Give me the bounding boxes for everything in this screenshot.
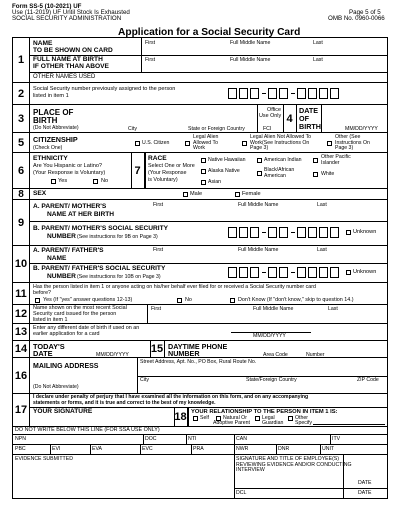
recent-card-name-field[interactable] <box>149 312 387 323</box>
fci-caption: FCI <box>263 126 272 132</box>
todays-date-format: MM/DD/YYYY <box>96 352 129 358</box>
office-use-header <box>13 427 387 435</box>
ethnicity-label: ETHNICITY <box>33 155 68 162</box>
office-eva: EVA <box>92 446 102 452</box>
prior-filing-question-2: before? <box>33 290 51 296</box>
zip-caption: ZIP Code <box>357 377 379 383</box>
first-name-caption-birth: First <box>145 57 156 63</box>
other-citizenship-checkbox[interactable] <box>327 141 332 146</box>
mailing-address-label: MAILING ADDRESS <box>33 363 99 370</box>
native-hawaiian-label: Native Hawaiian <box>208 157 246 163</box>
legal-alien-no-work-checkbox[interactable] <box>242 141 247 146</box>
race-label: RACE <box>148 155 167 162</box>
item-1-name <box>13 38 387 83</box>
prior-filing-dont-know-checkbox[interactable] <box>230 298 235 303</box>
todays-date-label: TODAY'S <box>33 342 65 351</box>
item-16-mailing-address <box>13 358 387 394</box>
office-nwr: NWR <box>236 446 249 452</box>
form-header <box>0 0 400 36</box>
dob-label-birth: BIRTH <box>299 122 321 131</box>
father-ssn-note: (See instructions for 10B on Page 3) <box>77 274 161 280</box>
office-nti: NTI <box>188 436 197 442</box>
omb-number: OMB No. 0960-0066 <box>328 15 385 22</box>
middle-name-caption-birth: Full Middle Name <box>230 57 271 63</box>
item-number: 18 <box>174 407 188 426</box>
phone-number-caption: Number <box>306 352 325 358</box>
office-evc: EVC <box>142 446 153 452</box>
office-employee-signature: SIGNATURE AND TITLE OF EMPLOYEE(S) <box>236 456 339 462</box>
prior-filing-no-label: No <box>185 297 192 303</box>
item-number: 7 <box>131 153 145 188</box>
area-code-caption: Area Code <box>263 352 288 358</box>
prev-ssn-label-sub: listed in item 1 <box>33 93 69 99</box>
city-caption: City <box>128 126 137 132</box>
item-number: 6 <box>13 153 30 188</box>
mother-ssn-unknown-label: Unknown <box>353 229 377 235</box>
mail-state-caption: State/Foreign Country <box>246 377 297 383</box>
prior-filing-dont-know-label: Don't Know (If "don't know," skip to question 14.) <box>238 297 354 303</box>
office-date-1: DATE <box>358 480 372 486</box>
office-can: CAN <box>236 436 247 442</box>
different-dob-field[interactable] <box>231 326 311 333</box>
recent-card-name-label-3: listed in item 1 <box>33 317 68 323</box>
hispanic-yes-label: Yes <box>58 178 68 184</box>
us-citizen-label: U.S. Citizen <box>142 140 170 146</box>
page-title: Application for a Social Security Card <box>118 27 301 38</box>
male-checkbox[interactable] <box>183 192 188 197</box>
father-middle-caption: Full Middle Name <box>238 247 279 253</box>
page-number: Page 5 of 5 <box>349 9 381 16</box>
hispanic-yes-checkbox[interactable] <box>51 179 56 184</box>
item-number: 1 <box>13 38 30 82</box>
other-names-field[interactable] <box>88 73 387 82</box>
state-caption: State or Foreign Country <box>188 126 245 132</box>
us-citizen-checkbox[interactable] <box>135 141 140 146</box>
white-label: White <box>321 171 335 177</box>
asian-label: Asian <box>208 179 221 185</box>
race-select-note: Select One or More <box>148 163 195 169</box>
item-number: 14 <box>13 341 30 357</box>
other-relationship-field[interactable] <box>313 419 385 425</box>
parent-label-2: Adoptive Parent <box>213 420 250 426</box>
item-14-15-date-phone <box>13 341 387 358</box>
self-label: Self <box>200 415 209 421</box>
middle-name-caption: Full Middle Name <box>230 40 271 46</box>
item-number: 4 <box>283 105 297 132</box>
other-relationship-label-2: Specify <box>295 420 313 426</box>
item-2-previous-ssn <box>13 83 387 105</box>
item-number: 9 <box>13 200 30 245</box>
item-17-18-signature <box>13 394 387 427</box>
declaration-text-2: statements or forms, and it is true and correct to the best of my knowledge. <box>33 400 216 406</box>
office-npn: NPN <box>15 436 26 442</box>
father-name-field[interactable] <box>151 252 387 262</box>
different-dob-label-2: earlier application for a card <box>33 331 100 337</box>
item-3-4-birth <box>13 105 387 133</box>
recent-middle-caption: Full Middle Name <box>253 306 294 312</box>
prev-ssn-label: Social Security number previously assigned to the person <box>33 86 176 92</box>
office-dcl: DCL <box>236 490 247 496</box>
race-voluntary-note-2: is Voluntary) <box>148 177 178 183</box>
legal-guardian-label-2: Guardian <box>262 420 284 426</box>
recent-card-name-label: Name shown on the most recent Social <box>33 305 127 311</box>
birthplace-field[interactable] <box>91 108 256 124</box>
legal-alien-work-label: Legal Alien <box>193 134 219 140</box>
item-10-father <box>13 246 387 283</box>
item-number: 16 <box>13 358 30 393</box>
legal-alien-no-work-label-2: Work(See Instructions On <box>250 139 310 146</box>
legal-guardian-label: Legal <box>262 415 275 421</box>
birth-name-field[interactable] <box>143 61 387 71</box>
first-name-caption: First <box>145 40 156 46</box>
place-of-birth-label-sub: BIRTH <box>33 116 58 125</box>
item-6-7-ethnicity-race <box>13 153 387 189</box>
father-ssn-label-sub: NUMBER <box>47 273 76 280</box>
father-first-caption: First <box>153 247 164 253</box>
office-evidence-submitted: EVIDENCE SUBMITTED <box>15 456 73 462</box>
office-use-label: Office <box>267 107 281 113</box>
different-dob-label: Enter any different date of birth if used on an <box>33 325 140 331</box>
alaska-native-label: Alaska Native <box>208 168 240 174</box>
street-address-field[interactable] <box>139 365 387 376</box>
office-date-2: DATE <box>358 490 372 496</box>
voluntary-note: (Your Response is Voluntary) <box>33 170 106 176</box>
todays-date-field[interactable] <box>73 343 148 351</box>
different-dob-format: MM/DD/YYYY <box>253 333 286 339</box>
item-8-sex <box>13 189 387 200</box>
prior-filing-question: Has the person listed in item 1 or anyone acting on his/her behalf ever filed for or received a Social Security number card <box>33 284 316 290</box>
hispanic-no-label: No <box>101 178 109 184</box>
other-relationship-label: Other <box>295 415 308 421</box>
black-african-label: Black/African <box>264 167 295 173</box>
father-name-label-sub: NAME <box>47 255 67 262</box>
hispanic-question: Are You Hispanic or Latino? <box>33 163 103 169</box>
phone-label: DAYTIME PHONE <box>168 342 228 351</box>
father-ssn-unknown-checkbox[interactable] <box>346 270 351 275</box>
office-evi: EVI <box>52 446 61 452</box>
female-label: Female <box>242 190 261 197</box>
place-of-birth-label: PLACE OF <box>33 108 74 117</box>
mother-middle-caption: Full Middle Name <box>238 202 279 208</box>
mother-name-label: A. PARENT/ MOTHER'S <box>33 203 107 210</box>
parent-label: Natural Or <box>223 415 247 421</box>
legal-guardian-checkbox[interactable] <box>255 416 260 421</box>
birth-name-label-sub: IF OTHER THAN ABOVE <box>33 63 109 70</box>
race-voluntary-note: (Your Response <box>148 170 187 176</box>
father-ssn-label: B. PARENT/ FATHER'S SOCIAL SECURITY <box>33 265 166 272</box>
name-label: NAME <box>33 40 53 47</box>
dob-label: DATE <box>299 106 319 115</box>
recent-last-caption: Last <box>328 306 338 312</box>
mother-ssn-unknown-checkbox[interactable] <box>346 230 351 235</box>
office-doc: DOC <box>145 436 157 442</box>
item-number: 12 <box>13 305 30 323</box>
dob-format-caption: MM/DD/YYYY <box>345 126 378 132</box>
office-itv: ITV <box>332 436 341 442</box>
white-checkbox[interactable] <box>313 172 318 177</box>
item-number: 13 <box>13 324 30 340</box>
relationship-label: YOUR RELATIONSHIP TO THE PERSON IN ITEM 1 IS: <box>191 409 338 415</box>
check-one-note: (Check One) <box>33 145 63 151</box>
office-pbc: PBC <box>15 446 26 452</box>
item-number: 8 <box>13 189 30 199</box>
phone-field[interactable] <box>261 343 387 351</box>
office-use-heading: DO NOT WRITE BELOW THIS LINE (FOR SSA USE ONLY) <box>15 427 160 433</box>
birth-name-label: FULL NAME AT BIRTH <box>33 56 103 63</box>
last-name-caption: Last <box>313 40 323 46</box>
father-name-label: A. PARENT/ FATHER'S <box>33 247 104 254</box>
last-name-caption-birth: Last <box>313 57 323 63</box>
legal-alien-no-work-label: Legal Alien Not Allowed To <box>250 134 312 140</box>
mother-name-label-sub: NAME AT HER BIRTH <box>47 211 115 218</box>
item-number: 2 <box>13 83 30 104</box>
hispanic-no-checkbox[interactable] <box>93 179 98 184</box>
office-employee-signature-3: INTERVIEW <box>236 467 265 473</box>
american-indian-checkbox[interactable] <box>257 158 262 163</box>
prior-filing-yes-checkbox[interactable] <box>35 298 40 303</box>
self-checkbox[interactable] <box>193 416 198 421</box>
mother-ssn-label: B. PARENT/ MOTHER'S SOCIAL SECURITY <box>33 225 169 232</box>
recent-card-name-label-2: Security card issued for the person <box>33 311 117 317</box>
name-field[interactable] <box>143 44 387 54</box>
form-id: Form SS-5 (10-2021) UF <box>12 3 82 10</box>
citizenship-label: CITIZENSHIP <box>33 135 78 144</box>
native-hawaiian-checkbox[interactable] <box>201 158 206 163</box>
prior-filing-no-checkbox[interactable] <box>177 298 182 303</box>
mother-name-field[interactable] <box>151 207 387 219</box>
item-5-citizenship <box>13 133 387 153</box>
item-number: 17 <box>13 394 30 426</box>
other-citizenship-label-3: Page 3) <box>335 145 354 151</box>
phone-label-sub: NUMBER <box>168 349 200 358</box>
mail-city-caption: City <box>140 377 149 383</box>
father-last-caption: Last <box>317 247 327 253</box>
item-number: 11 <box>13 283 30 304</box>
mother-ssn-label-sub: NUMBER <box>47 233 76 240</box>
female-checkbox[interactable] <box>235 192 240 197</box>
office-use-label-sub: Use Only <box>259 113 282 119</box>
legal-alien-work-checkbox[interactable] <box>185 141 190 146</box>
black-african-label-2: American <box>264 173 286 179</box>
street-caption: Street Address, Apt. No., PO Box, Rural Route No. <box>140 359 257 365</box>
item-number: 15 <box>150 343 164 355</box>
do-not-abbreviate-note: (Do Not Abbreviate) <box>33 125 79 131</box>
item-number: 10 <box>13 246 30 282</box>
male-label: Male <box>190 190 203 197</box>
mother-last-caption: Last <box>317 202 327 208</box>
office-row-1 <box>13 435 387 445</box>
other-pacific-label-2: Islander <box>321 160 340 166</box>
recent-first-caption: First <box>151 306 162 312</box>
legal-alien-no-work-label-3: Page 3) <box>250 145 269 151</box>
american-indian-label: American Indian <box>264 157 302 163</box>
item-number: 5 <box>13 133 30 152</box>
signature-label: YOUR SIGNATURE <box>33 408 93 415</box>
use-line: Use (11-2019) UF Until Stock Is Exhausted <box>12 9 130 16</box>
prior-filing-yes-label: Yes (If "yes" answer questions 12-13) <box>43 297 133 303</box>
dob-field[interactable] <box>323 108 387 124</box>
legal-alien-work-label-2: Allowed To <box>193 139 218 146</box>
black-african-american-checkbox[interactable] <box>257 171 262 176</box>
office-unit: UNIT <box>322 446 335 452</box>
mother-ssn-note: (See instructions for 9B on Page 3) <box>77 234 158 240</box>
office-employee-signature-2: REVIEWING EVIDENCE AND/OR CONDUCTING <box>236 461 352 468</box>
other-pacific-islander-checkbox[interactable] <box>313 158 318 163</box>
signature-field[interactable] <box>32 416 172 426</box>
city-state-zip-field[interactable] <box>139 383 387 393</box>
father-ssn-unknown-label: Unknown <box>353 269 377 275</box>
dob-label-of: OF <box>299 114 309 123</box>
other-citizenship-label-2: Instructions On <box>335 139 370 146</box>
name-label-sub: TO BE SHOWN ON CARD <box>33 47 113 54</box>
other-citizenship-label: Other (See <box>335 134 361 140</box>
other-pacific-label: Other Pacific <box>321 154 351 160</box>
other-relationship-checkbox[interactable] <box>288 416 293 421</box>
item-12-recent-card-name <box>13 305 387 324</box>
item-9-mother <box>13 200 387 246</box>
declaration-text: I declare under penalty of perjury that I have examined all the information on this form, and on any accompanying <box>33 394 309 400</box>
sex-label: SEX <box>33 190 47 197</box>
asian-checkbox[interactable] <box>201 180 206 185</box>
legal-alien-work-label-3: Work <box>193 145 206 151</box>
office-row-3 <box>13 455 387 499</box>
item-13-different-dob <box>13 324 387 341</box>
mother-first-caption: First <box>153 202 164 208</box>
alaska-native-checkbox[interactable] <box>201 169 206 174</box>
todays-date-label-sub: DATE <box>33 349 53 358</box>
item-number: 3 <box>13 105 30 132</box>
item-11-prior-filing <box>13 283 387 305</box>
ss5-form <box>12 37 388 499</box>
other-names-label: OTHER NAMES USED <box>33 74 96 80</box>
mailing-do-not-abbreviate: (Do Not Abbreviate) <box>33 384 79 390</box>
office-pra: PRA <box>193 446 204 452</box>
office-dnr: DNR <box>278 446 290 452</box>
office-row-2 <box>13 445 387 455</box>
agency-name: SOCIAL SECURITY ADMINISTRATION <box>12 15 122 22</box>
